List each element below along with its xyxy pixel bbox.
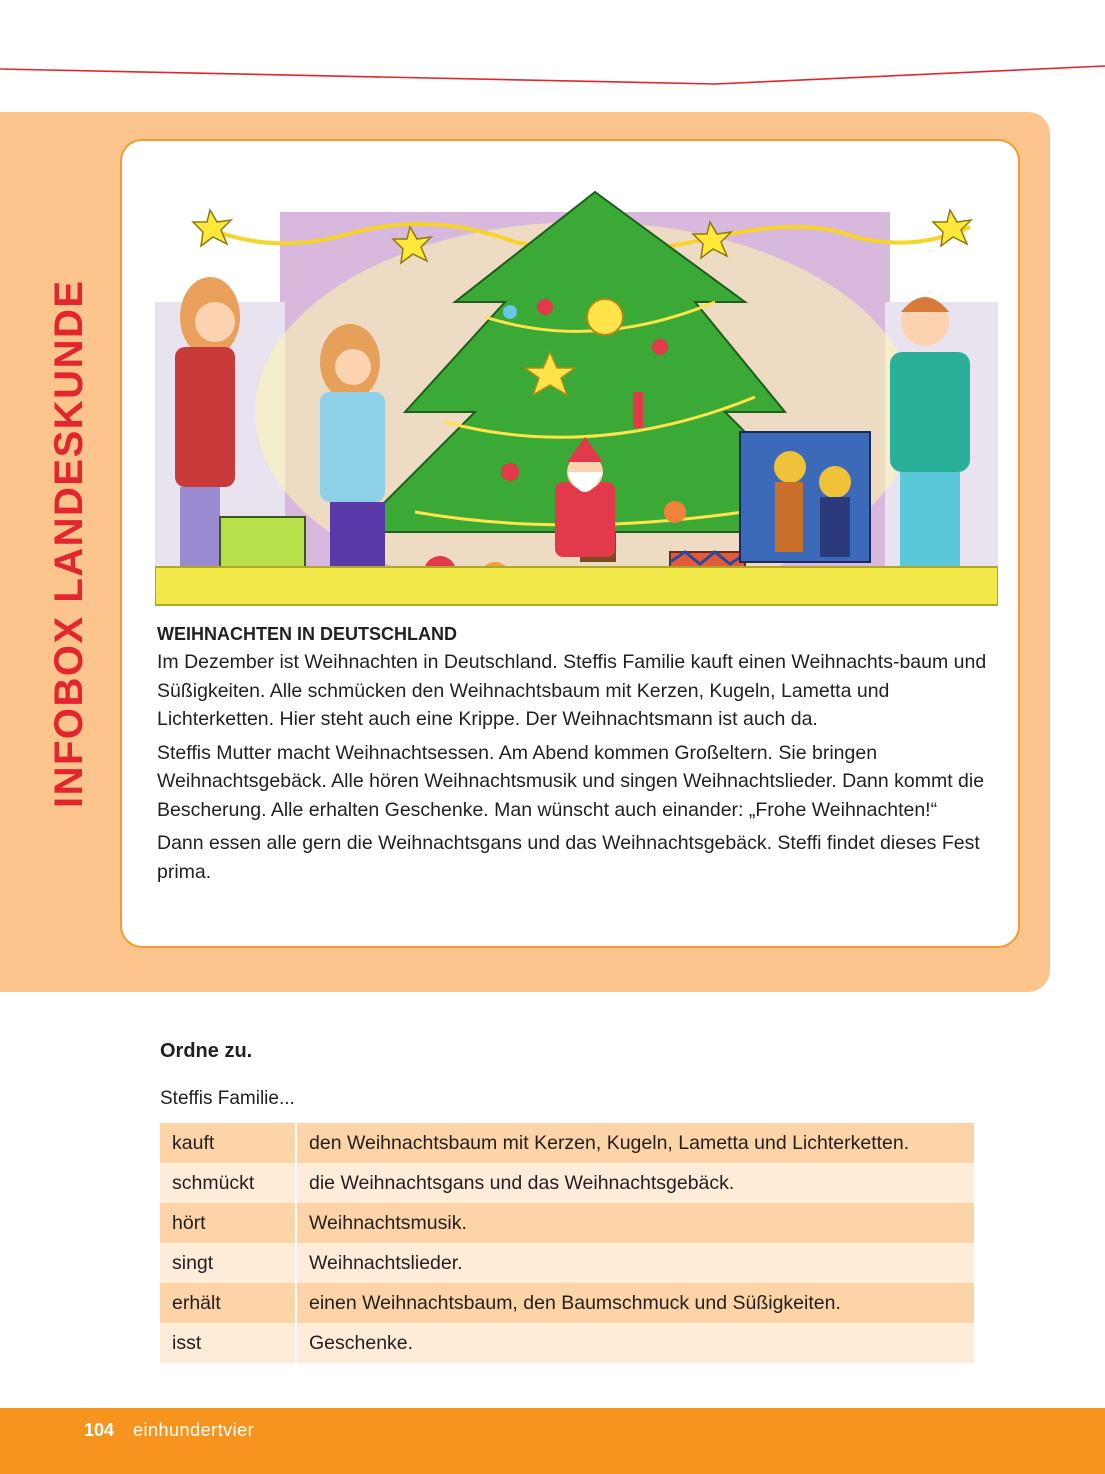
- verb-cell: kauft: [160, 1123, 296, 1163]
- task-title: Ordne zu.: [160, 1040, 253, 1062]
- phrase-cell: einen Weihnachtsbaum, den Baumschmuck und Süßigkeiten.: [296, 1283, 974, 1323]
- infobox-paragraph: Im Dezember ist Weihnachten in Deutschland. Steffis Familie kauft einen Weihnachts-baum und Süßigkeiten. Alle schmücken den Weihnachtsbaum mit Kerzen, Kugeln, Lametta und Lichterketten. Hier steht auch eine Krippe. Der Weihnachtsmann ist auch da.: [157, 651, 987, 730]
- page-number-word: einhundertvier: [133, 1420, 255, 1440]
- verb-cell: hört: [160, 1203, 296, 1243]
- phrase-cell: Geschenke.: [296, 1323, 974, 1363]
- phrase-cell: Weihnachtsmusik.: [296, 1203, 974, 1243]
- christmas-illustration: [155, 182, 998, 607]
- infobox-heading: WEIHNACHTEN IN DEUTSCHLAND: [157, 624, 457, 644]
- infobox-side-label: INFOBOX LANDESKUNDE: [47, 279, 91, 808]
- phrase-cell: die Weihnachtsgans und das Weihnachtsgebäck.: [296, 1163, 974, 1203]
- phrase-cell: den Weihnachtsbaum mit Kerzen, Kugeln, Lametta und Lichterketten.: [296, 1123, 974, 1163]
- infobox-paragraph: Steffis Mutter macht Weihnachtsessen. Am Abend kommen Großeltern. Sie bringen Weihnachtsgebäck. Alle hören Weihnachtsmusik und singen Weihnachtslieder. Dann kommt die Bescherung. Alle erhalten Geschenke. Man wünscht auch einander: „Frohe Weihnachten!“: [157, 741, 985, 821]
- table-row: [160, 1283, 974, 1323]
- infobox-text: [157, 620, 1007, 891]
- table-row: [160, 1123, 974, 1163]
- task-intro: Steffis Familie...: [160, 1088, 295, 1109]
- table-row: [160, 1203, 974, 1243]
- table-row: [160, 1323, 974, 1363]
- matching-table: [160, 1123, 974, 1363]
- footer-bar: [0, 1408, 1105, 1474]
- verb-cell: singt: [160, 1243, 296, 1283]
- verb-cell: schmückt: [160, 1163, 296, 1203]
- page-number: 104: [84, 1420, 115, 1440]
- verb-cell: erhält: [160, 1283, 296, 1323]
- phrase-cell: Weihnachtslieder.: [296, 1243, 974, 1283]
- header-rule: [0, 0, 1105, 100]
- table-row: [160, 1243, 974, 1283]
- table-row: [160, 1163, 974, 1203]
- infobox-paragraph: Dann essen alle gern die Weihnachtsgans und das Weihnachtsgebäck. Steffi findet dieses Fest prima.: [157, 832, 980, 883]
- verb-cell: isst: [160, 1323, 296, 1363]
